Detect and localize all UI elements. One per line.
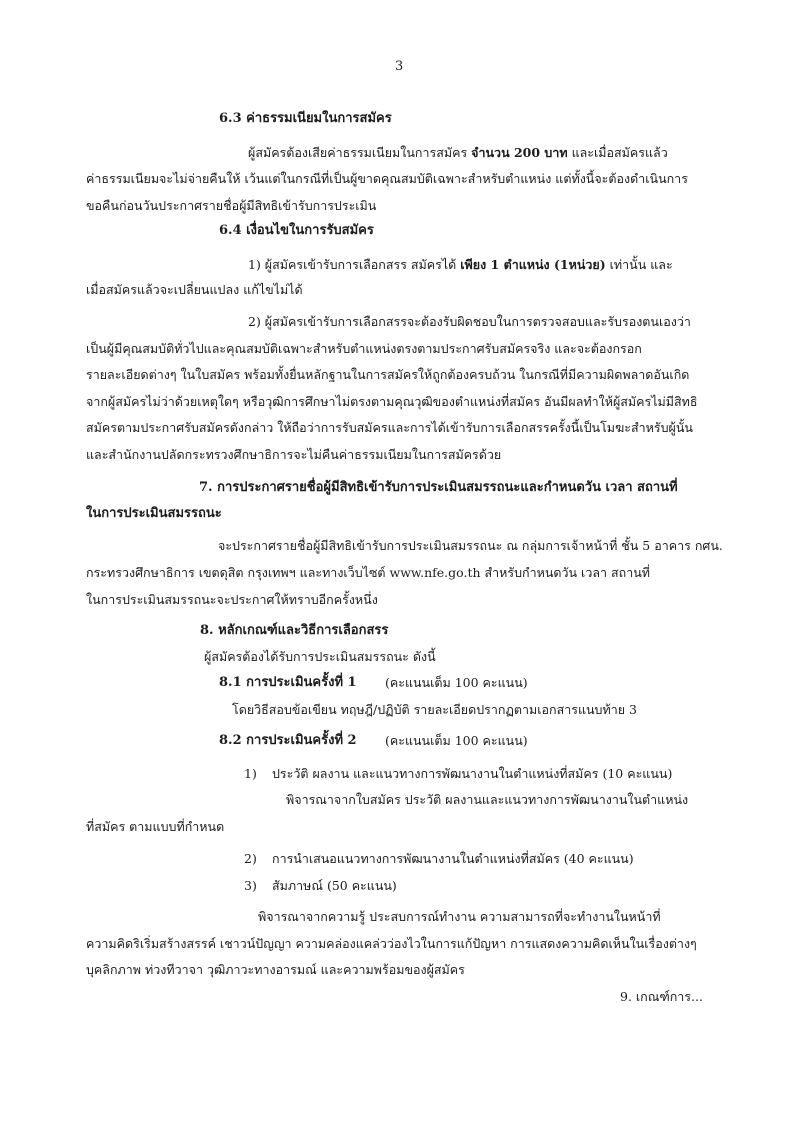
s63-line-2: ค่าธรรมเนียมจะไม่จ่ายคืนให้ เว้นแต่ในกรณีที่เป็นผู้ขาดคุณสมบัติเฉพาะสำหรับตำแหน่ง แต่ทั้งนี้จะต้องดำเนินการ bbox=[86, 171, 688, 186]
continuation-note: 9. เกณฑ์การ... bbox=[620, 989, 703, 1004]
s8-2-criterion-3-number: 3) bbox=[244, 878, 257, 893]
section-6-4-heading: 6.4 เงื่อนไขในการรับสมัคร bbox=[219, 223, 374, 238]
s63-line-3: ขอคืนก่อนวันประกาศรายชื่อผู้มีสิทธิเข้ารับการประเมิน bbox=[86, 198, 377, 213]
page-number: 3 bbox=[395, 59, 404, 74]
s8-2-criterion-1-desc-2: ที่สมัคร ตามแบบที่กำหนด bbox=[86, 819, 225, 834]
s7-body-line-1: จะประกาศรายชื่อผู้มีสิทธิเข้ารับการประเมินสมรรถนะ ณ กลุ่มการเจ้าหน้าที่ ชั้น 5 อาคาร กศน. bbox=[218, 538, 723, 553]
s64-item-2-line-5: สมัครตามประกาศรับสมัครดังกล่าว ให้ถือว่าการรับสมัครและการได้เข้ารับการเลือกสรรครั้งนี้เป็นโมฆะสำหรับผู้นั้น bbox=[86, 420, 693, 435]
s8-1-description: โดยวิธีสอบข้อเขียน ทฤษฎี/ปฏิบัติ รายละเอียดปรากฏตามเอกสารแนบท้าย 3 bbox=[232, 702, 638, 717]
s8-1-score: (คะแนนเต็ม 100 คะแนน) bbox=[385, 675, 528, 690]
s63-text-a: ผู้สมัครต้องเสียค่าธรรมเนียมในการสมัคร bbox=[248, 145, 472, 160]
s8-2-criterion-1-number: 1) bbox=[244, 766, 257, 781]
s8-2-score: (คะแนนเต็ม 100 คะแนน) bbox=[385, 733, 528, 748]
s64-item-2-line-3: รายละเอียดต่างๆ ในใบสมัคร พร้อมทั้งยื่นหลักฐานในการสมัครให้ถูกต้องครบถ้วน ในกรณีที่มีความผิดพลาดอันเกิด bbox=[86, 367, 690, 382]
s8-2-criterion-1-desc-1: พิจารณาจากใบสมัคร ประวัติ ผลงานและแนวทางการพัฒนางานในตำแหน่ง bbox=[286, 792, 689, 807]
s64-item-2-line-1: 2) ผู้สมัครเข้ารับการเลือกสรรจะต้องรับผิดชอบในการตรวจสอบและรับรองตนเองว่า bbox=[248, 314, 691, 329]
s64-item-2-line-6: และสำนักงานปลัดกระทรวงศึกษาธิการจะไม่คืนค่าธรรมเนียมในการสมัครด้วย bbox=[86, 447, 502, 462]
s8-2-criterion-1: ประวัติ ผลงาน และแนวทางการพัฒนางานในตำแหน่งที่สมัคร (10 คะแนน) bbox=[272, 766, 673, 781]
s7-body-line-3: ในการประเมินสมรรถนะจะประกาศให้ทราบอีกครั้งหนึ่ง bbox=[86, 592, 378, 607]
s64-text-a: 1) ผู้สมัครเข้ารับการเลือกสรร สมัครได้ bbox=[248, 257, 461, 272]
s7-body-line-2: กระทรวงศึกษาธิการ เขตดุสิต กรุงเทพฯ และทางเว็บไซต์ www.nfe.go.th สำหรับกำหนดวัน เวลา สถานที่ bbox=[86, 565, 650, 580]
s64-item-1-line-1 bbox=[248, 256, 673, 274]
s8-2-criterion-2: การนำเสนอแนวทางการพัฒนางานในตำแหน่งที่สมัคร (40 คะแนน) bbox=[272, 851, 634, 866]
s8-2-criterion-3-desc-2: ความคิดริเริ่มสร้างสรรค์ เชาวน์ปัญญา ความคล่องแคล่วว่องไวในการแก้ปัญหา การแสดงความคิดเห็นในเรื่องต่างๆ bbox=[86, 936, 697, 951]
s64-item-2-line-2: เป็นผู้มีคุณสมบัติทั่วไปและคุณสมบัติเฉพาะสำหรับตำแหน่งตรงตามประกาศรับสมัครจริง และจะต้องกรอก bbox=[86, 341, 642, 356]
section-7-heading-line-2: ในการประเมินสมรรถนะ bbox=[86, 506, 222, 521]
s64-item-2-line-4: จากผู้สมัครไม่ว่าด้วยเหตุใดๆ หรือวุฒิการศึกษาไม่ตรงตามคุณวุฒิของตำแหน่งที่สมัคร อันมีผลทำให้ผู้สมัครไม่มีสิทธิ bbox=[86, 394, 698, 409]
s64-item-1-line-2: เมื่อสมัครแล้วจะเปลี่ยนแปลง แก้ไขไม่ได้ bbox=[86, 282, 303, 297]
s8-1-title: 8.1 การประเมินครั้งที่ 1 bbox=[219, 675, 357, 690]
s8-2-criterion-2-number: 2) bbox=[244, 851, 257, 866]
section-7-heading-line-1: 7. การประกาศรายชื่อผู้มีสิทธิเข้ารับการประเมินสมรรถนะและกำหนดวัน เวลา สถานที่ bbox=[199, 480, 678, 495]
section-8-heading: 8. หลักเกณฑ์และวิธีการเลือกสรร bbox=[200, 623, 389, 638]
s63-fee-amount: จำนวน 200 บาท bbox=[471, 145, 568, 160]
s8-2-criterion-3-desc-3: บุคลิกภาพ ท่วงทีวาจา วุฒิภาวะทางอารมณ์ และความพร้อมของผู้สมัคร bbox=[86, 962, 465, 977]
s8-2-title: 8.2 การประเมินครั้งที่ 2 bbox=[219, 733, 357, 748]
s63-text-c: และเมื่อสมัครแล้ว bbox=[567, 145, 668, 160]
section-6-3-heading: 6.3 ค่าธรรมเนียมในการสมัคร bbox=[219, 111, 392, 126]
s64-one-position: เพียง 1 ตำแหน่ง (1หน่วย) bbox=[460, 257, 606, 272]
s8-2-criterion-3-desc-1: พิจารณาจากความรู้ ประสบการณ์ทำงาน ความสามารถที่จะทำงานในหน้าที่ bbox=[258, 909, 661, 924]
s8-2-criterion-3: สัมภาษณ์ (50 คะแนน) bbox=[272, 878, 397, 893]
s8-intro: ผู้สมัครต้องได้รับการประเมินสมรรถนะ ดังนี้ bbox=[204, 649, 436, 664]
s63-line-1 bbox=[248, 144, 668, 162]
s64-text-c: เท่านั้น และ bbox=[605, 257, 673, 272]
